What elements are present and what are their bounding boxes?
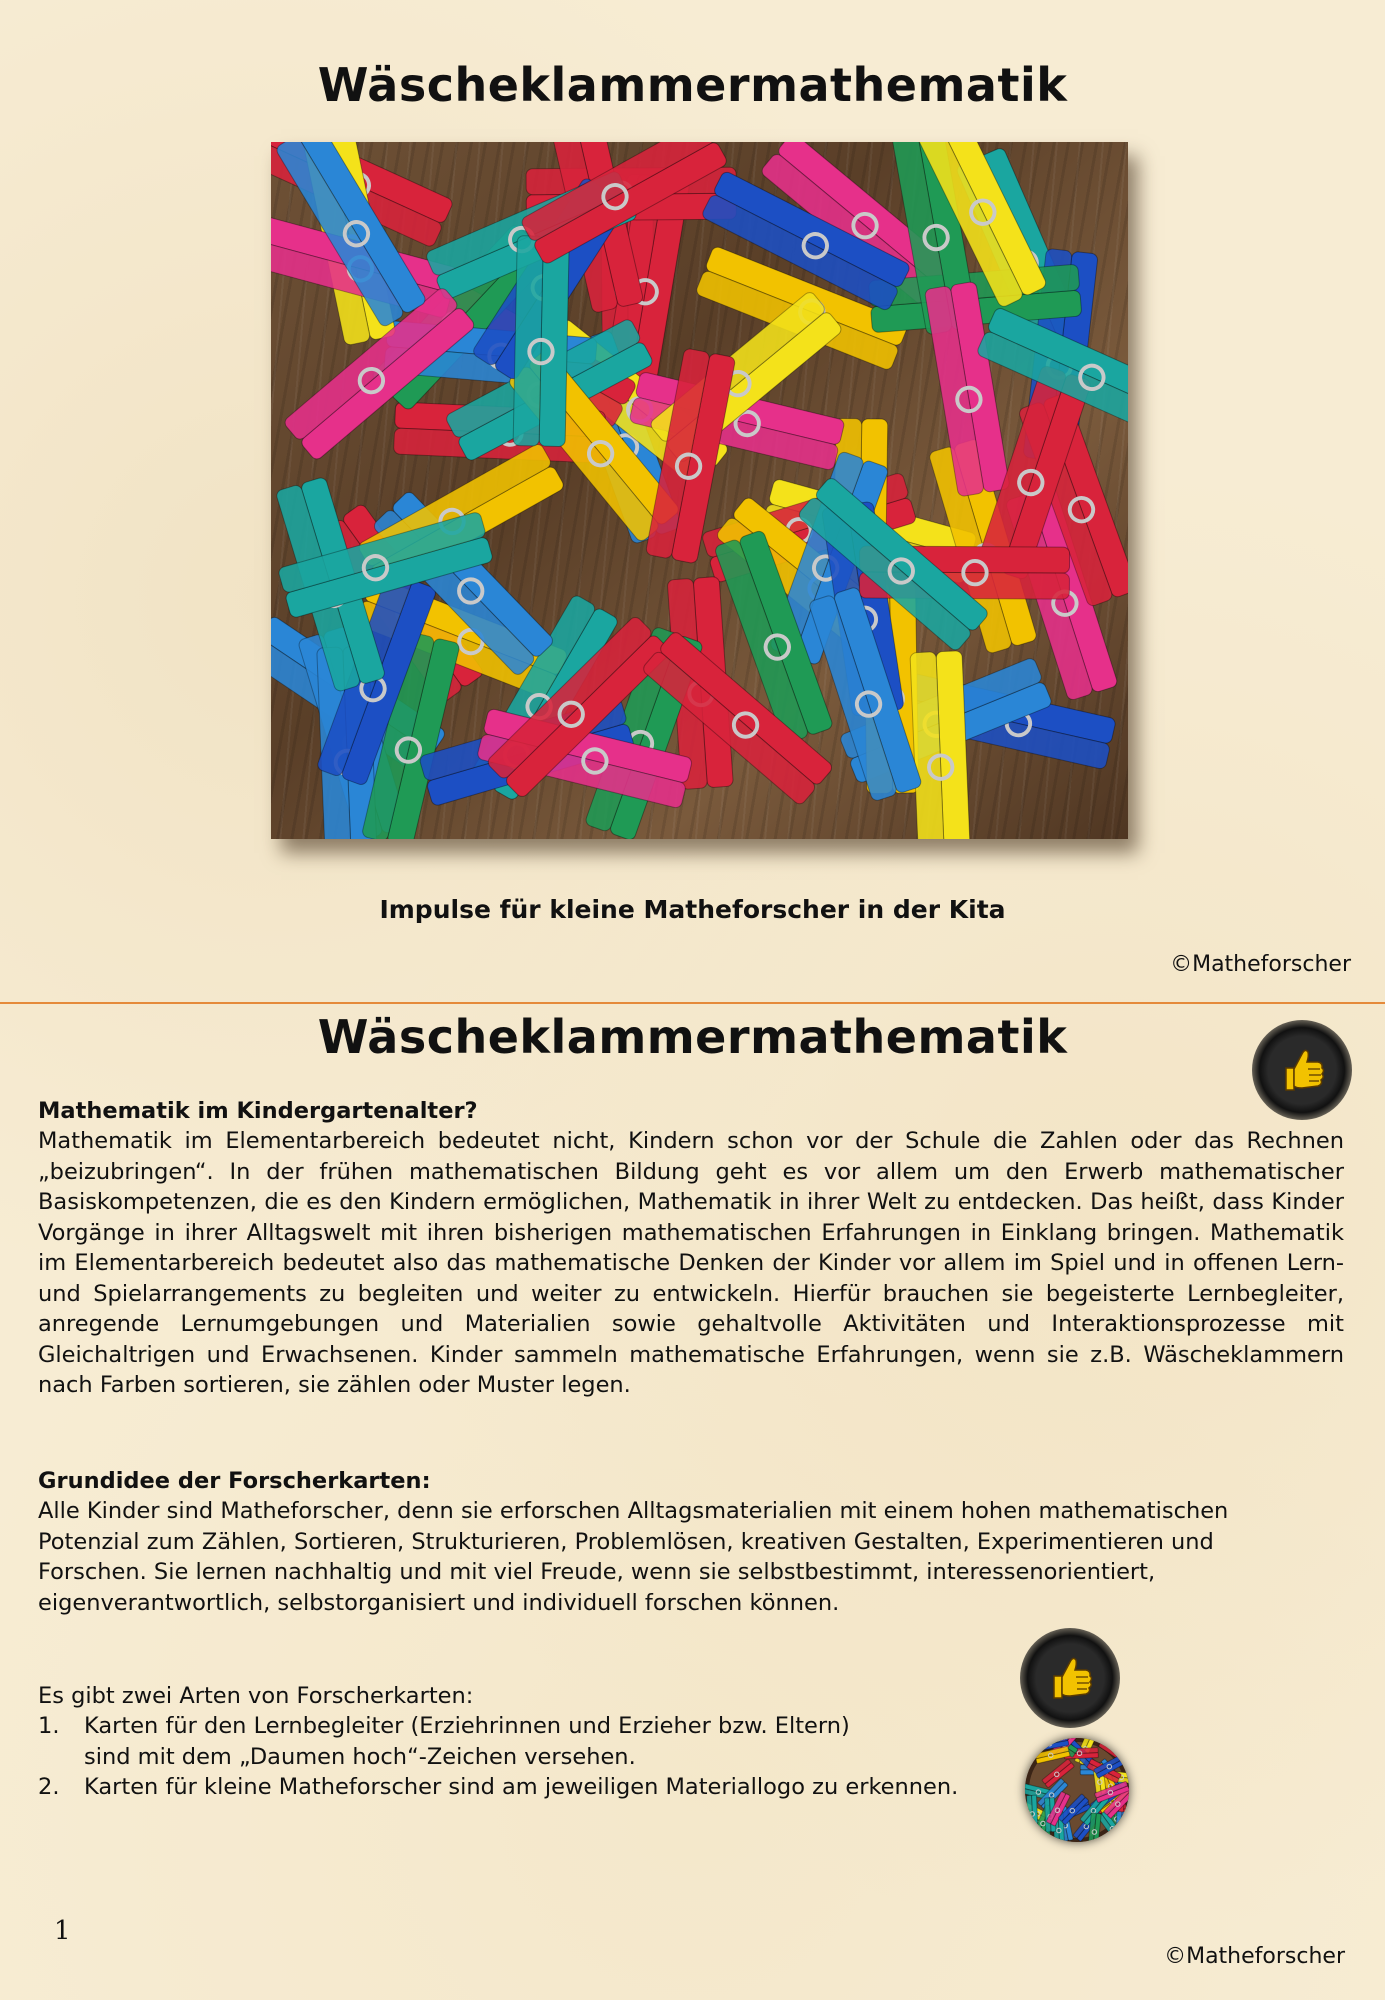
cards-intro: Es gibt zwei Arten von Forscherkarten: <box>38 1683 474 1709</box>
thumbs-up-icon <box>1020 1628 1120 1728</box>
page-subtitle: Impulse für kleine Matheforscher in der Kita <box>379 895 1006 924</box>
idea-heading: Grundidee der Forscherkarten: <box>38 1468 431 1494</box>
page-title: Wäscheklammermathematik <box>317 58 1068 112</box>
clothespins-illustration <box>271 142 1128 839</box>
intro-body: Mathematik im Elementarbereich bedeutet nicht, Kindern schon vor der Schule die Zahlen oder das Rechnen „beizubringen“. In der frühen mathematischen Bildung geht es vor allem um den Erwerb mathematischer Basiskompetenzen, die es den Kindern ermöglichen, Mathematik in ihrer Welt zu entdecken. Das heißt, dass Kinder Vorgänge in ihrer Alltagswelt mit ihren bisherigen mathematischen Erfahrungen in Einklang bringen. Mathematik im Elementarbereich bedeutet also das mathematische Denken der Kinder vor allem im Spiel und in offenen Lern- und Spielarrangements zu begleiten und weiter zu entwickeln. Hierfür brauchen sie begeisterte Lernbegleiter, anregende Lernumgebungen und Materialien sowie gehaltvolle Aktivitäten und Interaktionsprozesse mit Gleichaltrigen und Erwachsenen. Kinder sammeln mathematische Erfahrungen, wenn sie z.B. Wäscheklammern nach Farben sortieren, sie zählen oder Muster legen. <box>38 1128 1344 1398</box>
copyright-bottom: ©Matheforscher <box>1164 1944 1345 1969</box>
list-item: 2. Karten für kleine Matheforscher sind am jeweiligen Materiallogo zu erkennen. <box>38 1774 959 1800</box>
clothespin-logo <box>1025 1738 1129 1842</box>
cards-list <box>38 1711 1028 1803</box>
page-divider <box>0 1002 1385 1004</box>
intro-heading: Mathematik im Kindergartenalter? <box>38 1098 478 1124</box>
clothespins-photo <box>271 142 1128 839</box>
copyright-top: ©Matheforscher <box>1170 952 1351 977</box>
page-number: 1 <box>54 1916 71 1946</box>
list-item: 1. Karten für den Lernbegleiter (Erziehrinnen und Erzieher bzw. Eltern) sind mit dem „Daumen hoch“-Zeichen versehen. <box>38 1713 850 1770</box>
idea-body: Alle Kinder sind Matheforscher, denn sie erforschen Alltagsmaterialien mit einem hohen mathematischen Potenzial zum Zählen, Sortieren, Strukturieren, Problemlösen, kreativen Gestalten, Experimentieren und Forschen. Sie lernen nachhaltig und mit viel Freude, wenn sie selbstbestimmt, interessenorientiert, eigenverantwortlich, selbstorganisiert und individuell forschen können. <box>38 1498 1229 1616</box>
section-title: Wäscheklammermathematik <box>317 1010 1068 1064</box>
